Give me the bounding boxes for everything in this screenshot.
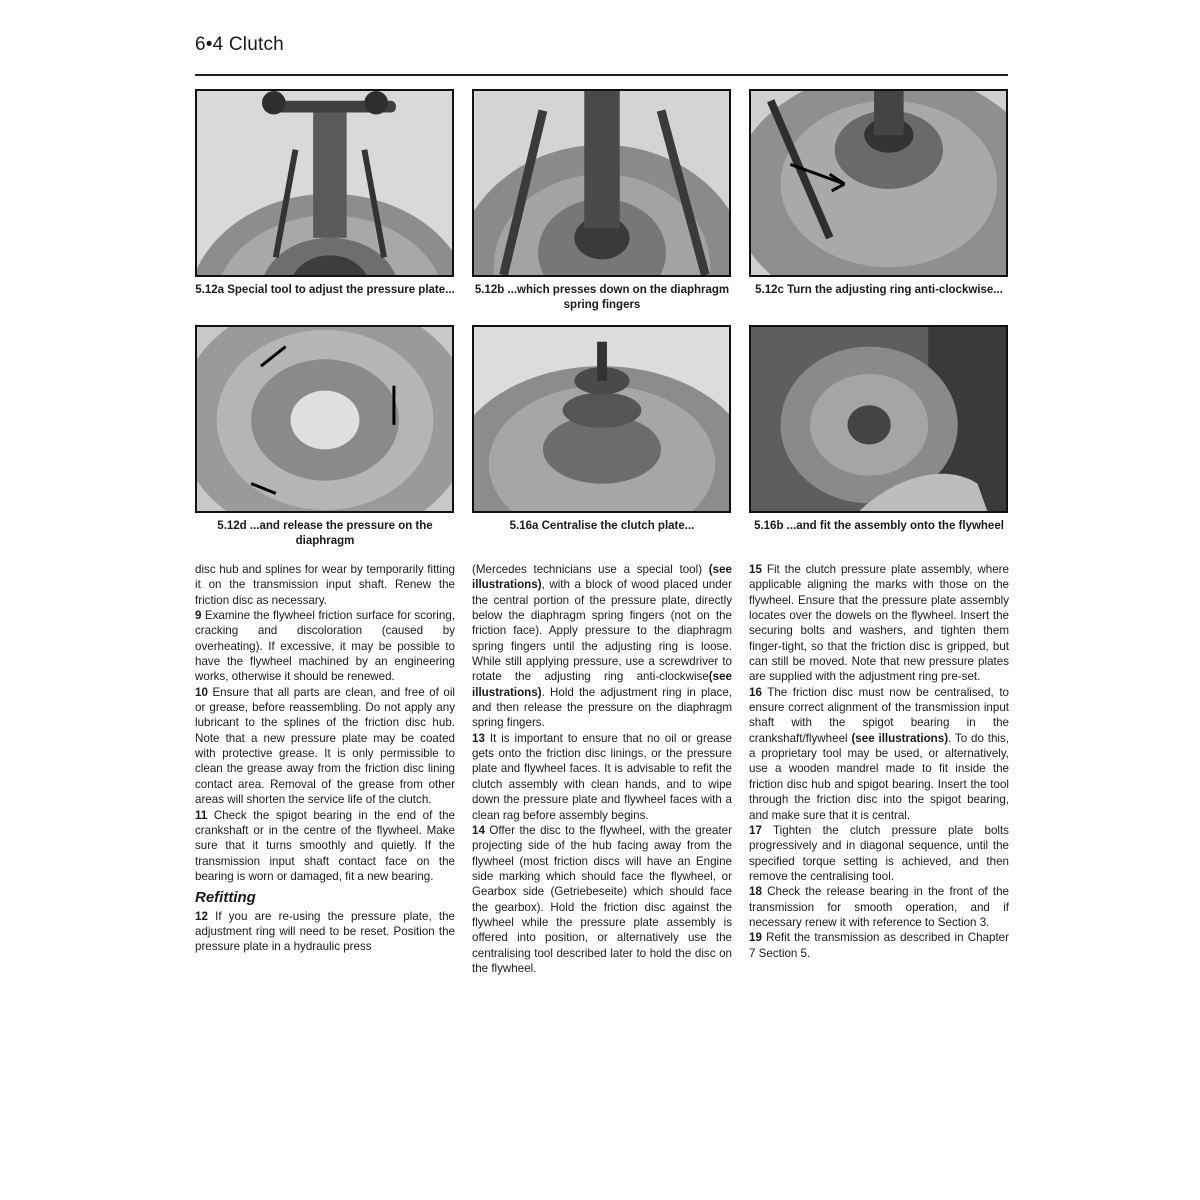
step-11-number: 11	[195, 808, 208, 822]
step-15-text: Fit the clutch pressure plate assembly, where applicable aligning the marks with those on the flywheel. Ensure that the pressure plate assembly locates over the dowels on the flywheel. Insert the securing bolts and washers, and tighten them finger-tight, so that the friction disc is gripped, but can still be moved. Note that new pressure plates are supplied with the adjustment ring pre-set.	[749, 563, 1009, 684]
step-9-number: 9	[195, 609, 202, 623]
figure-5-12d-photo	[195, 325, 454, 513]
see-illustrations-ref-2: (see illustrations)	[472, 670, 732, 699]
paragraph-step-16	[749, 685, 1009, 823]
step-12-cont-a: (Mercedes technicians use a special tool)	[472, 563, 703, 576]
step-12-cont-c: . Hold the adjustment ring in place, and then release the pressure on the diaphragm spring fingers.	[472, 685, 732, 730]
paragraph-step-12	[195, 909, 455, 955]
step-12-text: If you are re-using the pressure plate, the adjustment ring will need to be reset. Position the pressure plate in a hydraulic press	[195, 909, 455, 954]
paragraph-step-17	[749, 823, 1009, 884]
paragraph-intro	[195, 562, 455, 608]
figure-5-16a-caption: 5.16a Centralise the clutch plate...	[509, 520, 695, 532]
paragraph-step-18	[749, 884, 1009, 930]
text-column-2	[472, 562, 732, 976]
step-14-text: Offer the disc to the flywheel, with the greater projecting side of the hub facing away from the flywheel (most friction discs will have an Engine side marking which should face the flywheel, or Gearbox side (Getriebeseite) which should face the gearbox). Hold the friction disc against the flywheel while the pressure plate assembly is offered into position, or alternatively use the centralising tool described later to hold the disc on the flywheel.	[472, 823, 732, 975]
step-13-text: It is important to ensure that no oil or grease gets onto the friction disc linings, or the pressure plate and flywheel faces. It is advisable to refit the clutch assembly with clean hands, and to wipe down the pressure plate and flywheel faces with a clean rag before assembly begins.	[472, 731, 733, 822]
step-16-text-b: . To do this, a proprietary tool may be used, or alternatively, use a wooden mandrel made to fit inside the friction disc hub and spigot bearing. Insert the tool through the friction disc into the spigot bearing, and make sure that it is central.	[749, 731, 1009, 822]
figure-5-12b-photo	[472, 89, 731, 277]
figure-5-16b-photo	[749, 325, 1008, 513]
see-illustrations-ref-1: (see illustrations)	[472, 563, 732, 592]
step-10-number: 10	[195, 685, 208, 699]
see-illustrations-ref-3: (see illustrations)	[851, 731, 949, 745]
step-14-number: 14	[472, 823, 485, 837]
step-16-number: 16	[749, 685, 762, 699]
step-16-text-a: The friction disc must now be centralised, to ensure correct alignment of the transmission input shaft with the spigot bearing in the crankshaft/flywheel	[749, 685, 1009, 745]
refitting-heading: Refitting	[195, 889, 256, 907]
paragraph-step-9	[195, 608, 455, 685]
paragraph-step-10	[195, 685, 455, 808]
step-18-text: Check the release bearing in the front of the transmission for smooth operation, and if necessary renew it with reference to Section 3.	[749, 885, 1009, 929]
figure-5-12b-caption: 5.12b ...which presses down on the diaphragm spring fingers	[474, 284, 730, 311]
step-11-text: Check the spigot bearing in the end of the crankshaft or in the centre of the flywheel. Make sure that it turns smoothly and quietly. If the transmission input shaft contact face on the bearing is worn or damaged, fit a new bearing.	[195, 808, 455, 883]
figure-5-12a-photo	[195, 89, 454, 277]
step-13-number: 13	[472, 731, 485, 745]
step-17-number: 17	[749, 823, 762, 837]
paragraph-step-15	[749, 562, 1009, 685]
step-19-text: Refit the transmission as described in Chapter 7 Section 5.	[749, 931, 1009, 960]
step-19-number: 19	[749, 931, 762, 945]
paragraph-step-11	[195, 808, 455, 885]
step-10-text: Ensure that all parts are clean, and free of oil or grease, before reassembling. Do not apply any lubricant to the splines of the friction disc hub. Note that a new pressure plate may be coated with protective grease. It is only permissible to clean the grease away from the friction disc lining contact area. Removal of the grease from other areas will shorten the service life of the clutch.	[195, 685, 455, 807]
paragraph-step-19	[749, 930, 1009, 961]
step-9-text: Examine the flywheel friction surface for scoring, cracking and discoloration (caused by overheating). If excessive, it may be possible to have the flywheel machined by an engineering works, otherwise it should be renewed.	[195, 609, 455, 684]
section-title: Clutch	[228, 34, 284, 55]
text-column-1	[195, 562, 455, 955]
paragraph-step-12-continued	[472, 562, 732, 731]
figure-5-12a-caption: 5.12a Special tool to adjust the pressure plate...	[195, 284, 455, 296]
step-12-number: 12	[195, 909, 208, 923]
page-header	[195, 34, 284, 56]
text-column-3	[749, 562, 1009, 961]
step-15-number: 15	[749, 563, 762, 576]
figure-5-16b-caption: 5.16b ...and fit the assembly onto the flywheel	[754, 520, 1004, 532]
paragraph-step-13	[472, 731, 732, 823]
page-number: 6•4	[195, 34, 224, 55]
step-18-number: 18	[749, 885, 762, 899]
intro-text: disc hub and splines for wear by temporarily fitting it on the transmission input shaft. Renew the friction disc as necessary.	[195, 563, 455, 607]
figure-5-12d-caption: 5.12d ...and release the pressure on the diaphragm	[217, 520, 433, 547]
figure-5-12c-caption: 5.12c Turn the adjusting ring anti-clockwise...	[755, 284, 1003, 296]
header-rule	[195, 74, 1008, 76]
figure-5-12c-photo	[749, 89, 1008, 277]
figure-5-16a-photo	[472, 325, 731, 513]
step-12-cont-b: , with a block of wood placed under the central portion of the pressure plate, directly below the diaphragm spring fingers (not on the friction face). Apply pressure to the diaphragm spring fingers until the adjusting ring is loose. While still applying pressure, use a screwdriver to rotate the adjusting ring anti-clockwise	[472, 578, 732, 684]
step-17-text: Tighten the clutch pressure plate bolts progressively and in diagonal sequence, until the specified torque setting is achieved, and then remove the centralising tool.	[749, 823, 1009, 883]
paragraph-step-14	[472, 823, 732, 976]
